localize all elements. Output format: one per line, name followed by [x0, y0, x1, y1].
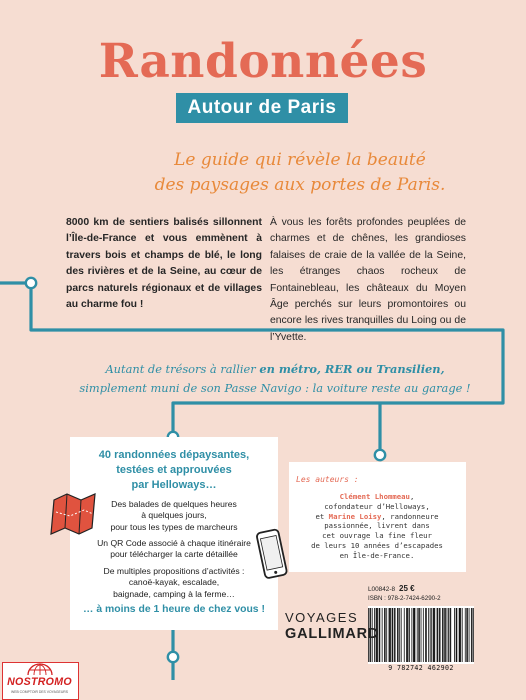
barcode-bar: [447, 608, 448, 662]
barcode-bar: [409, 608, 410, 662]
barcode-bar: [437, 608, 438, 662]
barcode-bar: [467, 608, 468, 662]
store-sticker-name: NOSTROMO: [7, 676, 72, 688]
barcode-bar: [382, 608, 383, 662]
barcode-bar: [389, 608, 390, 662]
transport-modes: en métro, RER ou Transilien,: [259, 362, 445, 376]
author-name: Clément Lhommeau: [339, 492, 410, 501]
feature-line: Des balades de quelques heures: [111, 499, 237, 509]
barcode-bar: [443, 608, 444, 662]
barcode-bar: [445, 608, 446, 662]
barcode-bar: [439, 608, 440, 662]
barcode-bar: [431, 608, 432, 662]
book-subtitle: Autour de Paris: [176, 93, 348, 123]
barcode-bar: [394, 608, 395, 662]
feature-activities: [86, 566, 262, 600]
barcode-bar: [456, 608, 457, 662]
features-footer: … à moins de 1 heure de chez vous !: [83, 604, 265, 615]
barcode-bar: [456, 608, 457, 662]
tagline-line-1: Le guide qui révèle la beauté: [174, 150, 426, 170]
barcode-bar: [433, 608, 434, 662]
barcode-bar: [419, 608, 420, 662]
barcode-bar: [407, 608, 408, 662]
barcode-digits: 9 782742 462902: [388, 664, 454, 672]
authors-text: [292, 492, 462, 561]
tagline-line-2: des paysages aux portes de Paris.: [154, 175, 446, 195]
barcode-bar: [384, 608, 385, 662]
features-heading-line: 40 randonnées dépaysantes,: [98, 449, 250, 461]
barcode-bar: [397, 608, 398, 662]
tagline: [120, 148, 480, 198]
authors-text-part: et: [315, 511, 329, 521]
transport-text: Autant de trésors à rallier: [105, 362, 260, 376]
barcode-bar: [392, 608, 393, 662]
barcode-bar: [418, 608, 419, 662]
barcode-bar: [450, 608, 451, 662]
barcode-bar: [444, 608, 445, 662]
barcode-bar: [390, 608, 391, 662]
feature-line: à quelques jours,: [141, 510, 207, 521]
authors-line: de leurs 10 années d’escapades: [311, 540, 443, 550]
authors-text-part: ,: [409, 492, 415, 501]
barcode-bar: [406, 608, 407, 662]
authors-text-part: , randonneure: [381, 511, 439, 521]
features-heading: [86, 448, 262, 493]
barcode-bar: [473, 608, 474, 662]
features-heading-line: par Helloways…: [131, 479, 217, 491]
price: 25 €: [399, 584, 415, 593]
barcode-bar: [415, 608, 416, 662]
feature-line: baignade, camping à la ferme…: [113, 588, 235, 599]
intro-paragraph-right: À vous les forêts profondes peuplées de charmes et de chênes, les grandioses falaises de craie de la vallée de la Seine, les étranges chaos rocheux de Fontainebleau, les châteaux du Moyen Âge perchés sur leurs promontoires ou encore les rives tranquilles du Loing ou de l’Yvette.: [270, 217, 466, 343]
product-code: [368, 584, 415, 593]
globe-icon: [26, 663, 54, 676]
isbn-number: ISBN : 978-2-7424-6290-2: [368, 595, 441, 602]
barcode-bar: [414, 608, 415, 662]
barcode-bar: [389, 608, 390, 662]
barcode-bar: [434, 608, 435, 662]
barcode-bar: [459, 608, 460, 662]
intro-text-left: de sentiers balisés sillonnent l’Île-de-France et vous emmènent à travers bois et champs de blé, le long des rivières et de la Seine, au cœur de parcs naturels régionaux et de villages au charme fou !: [66, 217, 262, 311]
barcode-bar: [413, 608, 414, 662]
barcode-bar: [408, 608, 409, 662]
barcode-bar: [469, 608, 470, 662]
barcode-bar: [428, 608, 429, 662]
barcode-bar: [434, 608, 435, 662]
barcode-bar: [430, 608, 431, 662]
barcode-bars: [368, 606, 474, 664]
transport-line-2: simplement muni de son Passe Navigo : la voiture reste au garage !: [79, 381, 471, 395]
barcode-bar: [401, 608, 402, 662]
transport-line-1: [40, 360, 510, 379]
barcode-bar: [425, 608, 426, 662]
store-sticker-subtitle: WEB COMPTOIR DES VOYAGEURS: [11, 690, 68, 694]
barcode-bar: [417, 608, 418, 662]
authors-line: [292, 512, 462, 522]
authors-line: cet ouvrage la fine fleur: [322, 531, 432, 541]
barcode-bar: [392, 608, 393, 662]
barcode-bar: [465, 608, 466, 662]
barcode-bar: [450, 608, 451, 662]
features-heading-line: testées et approuvées: [116, 464, 232, 476]
barcode-bar: [421, 608, 422, 662]
folded-map-icon: [48, 490, 100, 538]
barcode-bar: [437, 608, 438, 662]
barcode-bar: [471, 608, 472, 662]
barcode-bar: [442, 608, 443, 662]
product-code-text: L00842-8: [368, 586, 396, 593]
barcode-bar: [395, 608, 396, 662]
authors-line: [292, 492, 462, 502]
barcode-bar: [385, 608, 386, 662]
feature-duration: [86, 499, 262, 533]
intro-distance: 8000 km: [66, 217, 109, 228]
authors-line: passionnée, livrent dans: [324, 521, 430, 531]
barcode-bar: [379, 608, 380, 662]
barcode-bar: [423, 608, 424, 662]
barcode-bar: [462, 608, 463, 662]
feature-line: De multiples propositions d’activités :: [103, 566, 245, 576]
barcode-bar: [386, 608, 387, 662]
barcode: [368, 606, 474, 664]
smartphone-icon: [254, 526, 288, 584]
publisher-gallimard: GALLIMARD: [285, 626, 380, 642]
barcode-bar: [460, 608, 461, 662]
authors-title: Les auteurs :: [296, 475, 359, 484]
feature-line: Un QR Code associé à chaque itinéraire: [97, 538, 251, 548]
authors-line: en Île-de-France.: [339, 550, 415, 560]
barcode-bar: [440, 608, 441, 662]
barcode-bar: [411, 608, 412, 662]
barcode-bar: [448, 608, 449, 662]
transport-note: [40, 360, 510, 398]
feature-line: canoë-kayak, escalade,: [128, 577, 220, 588]
barcode-bar: [466, 608, 467, 662]
feature-line: pour tous les types de marcheurs: [110, 521, 238, 532]
authors-line: cofondateur d’Helloways,: [324, 501, 430, 511]
publisher-voyages: VOYAGES: [285, 610, 359, 625]
barcode-bar: [399, 608, 400, 662]
author-name: Marine Loisy: [328, 511, 382, 521]
barcode-bar: [398, 608, 399, 662]
barcode-bar: [404, 608, 405, 662]
feature-qr-code: [86, 538, 262, 561]
barcode-bar: [426, 608, 427, 662]
feature-line: pour télécharger la carte détaillée: [110, 549, 238, 560]
barcode-bar: [460, 608, 461, 662]
intro-paragraph-left: [66, 215, 262, 313]
book-title: Randonnées: [98, 34, 428, 89]
barcode-bar: [454, 608, 455, 662]
barcode-bar: [472, 608, 473, 662]
